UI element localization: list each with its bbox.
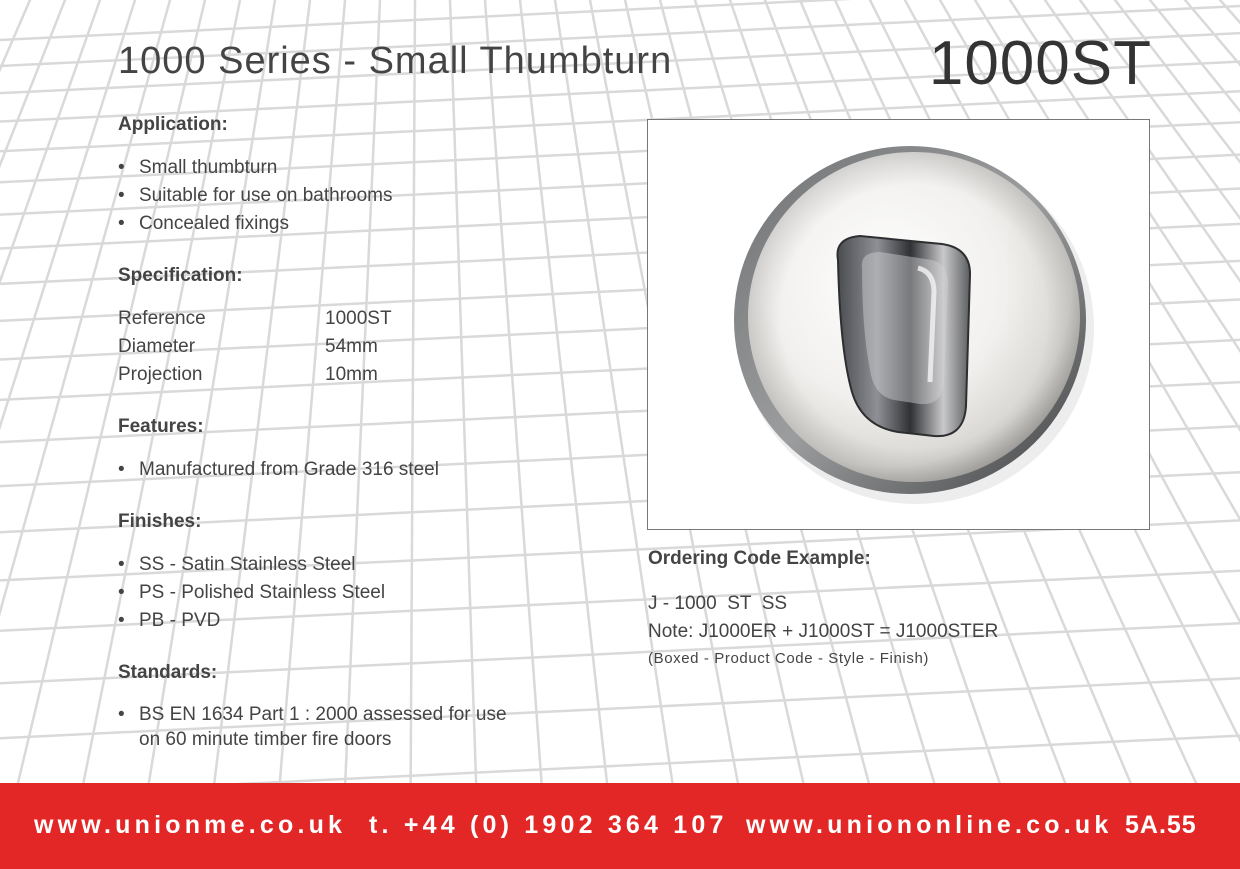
- product-image: [647, 119, 1150, 530]
- website-link-uniononline[interactable]: www.uniononline.co.uk: [746, 811, 1113, 839]
- spec-value: 54mm: [325, 336, 378, 357]
- bullet-icon: •: [118, 610, 125, 631]
- spec-value: 10mm: [325, 364, 378, 385]
- phone-number: t. +44 (0) 1902 364 107: [369, 811, 728, 839]
- list-item: • Suitable for use on bathrooms: [118, 182, 558, 210]
- page-title: 1000 Series - Small Thumbturn: [118, 40, 673, 82]
- standards-list: [118, 702, 558, 752]
- application-list: [118, 154, 558, 238]
- finishes-heading: Finishes:: [118, 511, 202, 532]
- footer-bar: [0, 783, 1240, 869]
- list-item: • Small thumbturn: [118, 154, 558, 182]
- list-item: • BS EN 1634 Part 1 : 2000 assessed for use on 60 minute timber fire doors: [118, 704, 507, 750]
- thumbturn-illustration: [648, 120, 1149, 529]
- ordering-heading: Ordering Code Example:: [648, 548, 871, 569]
- spec-label: Reference: [118, 308, 206, 329]
- spec-value: 1000ST: [325, 308, 392, 329]
- bullet-icon: •: [118, 554, 125, 575]
- list-item: • PS - Polished Stainless Steel: [118, 579, 558, 607]
- ordering-example: J - 1000 ST SS: [648, 593, 788, 614]
- website-link-unionme[interactable]: www.unionme.co.uk: [34, 811, 347, 839]
- bullet-icon: •: [118, 185, 125, 206]
- list-item: • PB - PVD: [118, 607, 558, 635]
- spec-row: [118, 333, 558, 361]
- page-number: 5A.55: [1125, 811, 1197, 839]
- details-column: [118, 114, 558, 779]
- spec-row: [118, 305, 558, 333]
- features-list: [118, 456, 558, 484]
- bullet-icon: •: [118, 213, 125, 234]
- specification-heading: Specification:: [118, 265, 243, 286]
- product-code: 1000ST: [928, 29, 1152, 98]
- application-heading: Application:: [118, 114, 228, 135]
- features-heading: Features:: [118, 416, 204, 437]
- spec-row: [118, 361, 558, 389]
- bullet-icon: •: [118, 157, 125, 178]
- bullet-icon: •: [118, 582, 125, 603]
- bullet-icon: •: [118, 459, 125, 480]
- ordering-code-section: [648, 548, 1168, 670]
- spec-label: Projection: [118, 364, 203, 385]
- list-item: • Concealed fixings: [118, 210, 558, 238]
- ordering-legend: (Boxed - Product Code - Style - Finish): [648, 650, 929, 667]
- spec-label: Diameter: [118, 336, 196, 357]
- specification-table: [118, 305, 558, 389]
- ordering-note: Note: J1000ER + J1000ST = J1000STER: [648, 621, 999, 642]
- bullet-icon: •: [118, 704, 125, 725]
- standards-heading: Standards:: [118, 662, 218, 683]
- finishes-list: [118, 551, 558, 635]
- list-item: • SS - Satin Stainless Steel: [118, 551, 558, 579]
- list-item: • Manufactured from Grade 316 steel: [118, 456, 558, 484]
